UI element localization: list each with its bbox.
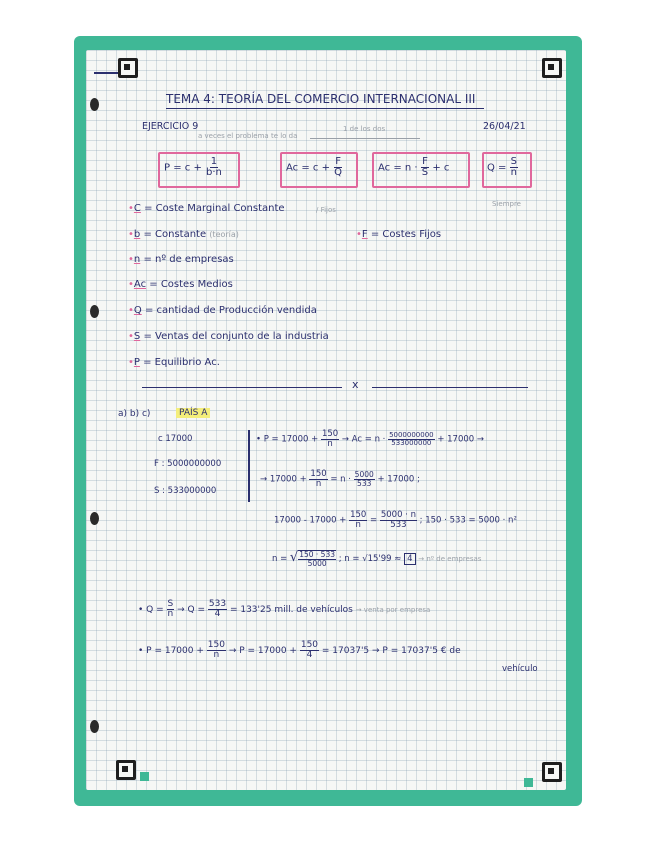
definition-item (128, 254, 234, 265)
fraction-den: n (327, 438, 333, 449)
work-text: → P = 17000 + (228, 646, 297, 656)
formula-price-lhs: P = c + (164, 162, 202, 174)
formula-avg-cost-sales (378, 157, 449, 178)
teal-marker (140, 772, 149, 781)
binder-hole (90, 305, 99, 318)
definition-item (128, 305, 317, 316)
fraction-den: 4 (306, 650, 313, 660)
definition-text: = Coste Marginal Constante (144, 203, 285, 214)
formula-avg-cost-sales-num: F (422, 156, 428, 167)
bullet: • (128, 331, 134, 342)
binder-hole (90, 98, 99, 111)
definition-text: = Equilibrio Ac. (143, 357, 220, 368)
fraction-num: 150 · 533 (299, 550, 336, 559)
fraction-num: 5000000000 (389, 430, 434, 439)
work-text: + 17000 ; (377, 474, 420, 485)
date: 26/04/21 (483, 121, 526, 132)
exercise-label: EJERCICIO 9 (142, 121, 199, 132)
formula-avg-cost-num: F (335, 156, 341, 167)
formula-avg-cost-lhs: Ac = c + (286, 162, 330, 174)
work-line-1 (256, 430, 484, 448)
definition-text: = Costes Fijos (370, 229, 442, 240)
formula-avg-cost-sales-lhs: Ac = n · (378, 162, 418, 174)
bracket-line (310, 138, 420, 139)
definition-symbol: b (133, 229, 141, 240)
fraction-den: n (167, 609, 174, 619)
work-text: → Q = (177, 605, 206, 615)
definition-text: = nº de empresas (143, 254, 234, 265)
work-text: + 17000 → (437, 434, 485, 445)
scan-corner-marker-icon (542, 58, 562, 78)
definition-symbol: P (133, 357, 140, 368)
scan-corner-marker-icon (118, 58, 138, 78)
scan-corner-marker-icon (116, 760, 136, 780)
work-text: = 17037'5 → P = 17037'5 € de (321, 646, 461, 656)
fraction-den: 5000 (307, 558, 327, 568)
fraction-den: 533 (357, 478, 372, 488)
definition-text: = Ventas del conjunto de la industria (143, 331, 329, 342)
bullet: • (128, 203, 134, 214)
definition-symbol: n (133, 254, 141, 265)
bullet: • (356, 229, 362, 240)
definition-item (128, 331, 329, 342)
bullet: • (128, 229, 134, 240)
definition-symbol: C (133, 203, 141, 214)
work-text: → 17000 + (260, 474, 307, 485)
work-line-2 (260, 470, 420, 488)
binder-hole (90, 512, 99, 525)
work-line-price-end: vehículo (502, 664, 538, 674)
given-c: c 17000 (158, 434, 193, 444)
work-text: = n · (330, 474, 351, 485)
definition-item (128, 203, 285, 214)
section-label: a) b) c) (118, 409, 151, 419)
fraction-num: S (167, 599, 174, 609)
formula-avg-cost-sales-den: S (421, 167, 429, 178)
bullet: • (128, 279, 134, 290)
bullet: • (128, 254, 134, 265)
scan-corner-marker-icon (542, 762, 562, 782)
work-text: → Ac = n · (341, 434, 386, 445)
formula-quantity-num: S (510, 156, 517, 167)
note-empresas: → nº de empresas (418, 555, 482, 563)
formula-quantity-den: n (510, 167, 517, 178)
definition-text: = Costes Medios (149, 279, 233, 290)
formula-price (164, 157, 223, 178)
separator-line-left (142, 387, 342, 388)
note-fijos: / Fijos (316, 206, 336, 214)
work-text: ; n = √15'99 ≈ (338, 554, 402, 564)
definition-symbol: Q (133, 305, 142, 316)
formula-quantity (487, 157, 518, 178)
given-f: F : 5000000000 (154, 459, 222, 469)
country-highlight: PAÍS A (176, 408, 210, 418)
definition-item (128, 279, 233, 290)
fraction-num: 533 (208, 599, 227, 609)
given-s: S : 533000000 (154, 486, 217, 496)
work-line-4 (272, 550, 481, 567)
fraction-den: 533000000 (391, 438, 432, 447)
work-text: = (370, 515, 378, 526)
note-uno-de-los-dos: 1 de los dos (343, 125, 386, 133)
work-text: • P = 17000 + (138, 646, 204, 656)
fraction-num: 5000 (354, 470, 374, 479)
formula-avg-cost-den: Q (334, 167, 343, 178)
note-venta: → venta por empresa (355, 606, 431, 614)
work-text: ; 150 · 533 = 5000 · n² (419, 515, 517, 526)
pen-stroke (94, 72, 118, 74)
formula-avg-cost (286, 157, 343, 178)
separator-line-right (372, 387, 528, 388)
definition-extra: (teoría) (209, 230, 239, 239)
work-line-price (138, 641, 461, 660)
fraction-num: 150 (207, 640, 225, 650)
work-line-quantity (138, 600, 430, 619)
work-line-3 (274, 511, 517, 529)
fraction-num: 150 (300, 640, 319, 650)
formula-quantity-lhs: Q = (487, 162, 507, 174)
formula-price-den: b·n (206, 167, 222, 178)
binder-hole (90, 720, 99, 733)
fraction-den: 533 (390, 519, 407, 530)
definition-text: = Constante (143, 229, 207, 240)
fraction-num: 150 (350, 510, 367, 520)
definition-text: = cantidad de Producción vendida (144, 305, 317, 316)
title-underline (166, 108, 484, 109)
bullet: • (128, 305, 134, 316)
boxed-result: 4 (404, 553, 415, 565)
page-title: TEMA 4: TEORÍA DEL COMERCIO INTERNACIONAL III (166, 92, 476, 106)
fraction-den: n (315, 478, 322, 489)
definition-item (128, 357, 220, 368)
definition-item-fixed-costs (356, 229, 441, 240)
definition-symbol: F (361, 229, 368, 240)
fraction-den: 4 (214, 609, 221, 619)
definition-symbol: S (133, 331, 141, 342)
fraction-den: n (213, 650, 220, 660)
formula-price-num: 1 (210, 156, 218, 167)
teal-marker (524, 778, 533, 787)
work-text: n = (272, 554, 288, 564)
work-text: • Q = (138, 605, 164, 615)
work-text: = 133'25 mill. de vehículos (229, 605, 353, 615)
separator-mark: x (352, 378, 359, 391)
work-text: • P = 17000 + (256, 434, 319, 445)
definition-item (128, 229, 239, 240)
sqrt-icon: √ (289, 550, 299, 565)
note-siempre: Siempre (492, 200, 521, 208)
country-label (176, 408, 210, 418)
fraction-den: n (355, 519, 361, 530)
fraction-num: 150 (321, 429, 339, 439)
note-te-lo-da: a veces el problema te lo da (198, 132, 298, 140)
definition-symbol: Ac (133, 279, 147, 290)
formula-avg-cost-sales-rhs: + c (432, 162, 450, 174)
bullet: • (128, 357, 134, 368)
work-text: 17000 - 17000 + (274, 515, 347, 526)
fraction-num: 150 (310, 469, 327, 479)
fraction-num: 5000 · n (380, 510, 416, 520)
given-values-divider (248, 430, 250, 502)
